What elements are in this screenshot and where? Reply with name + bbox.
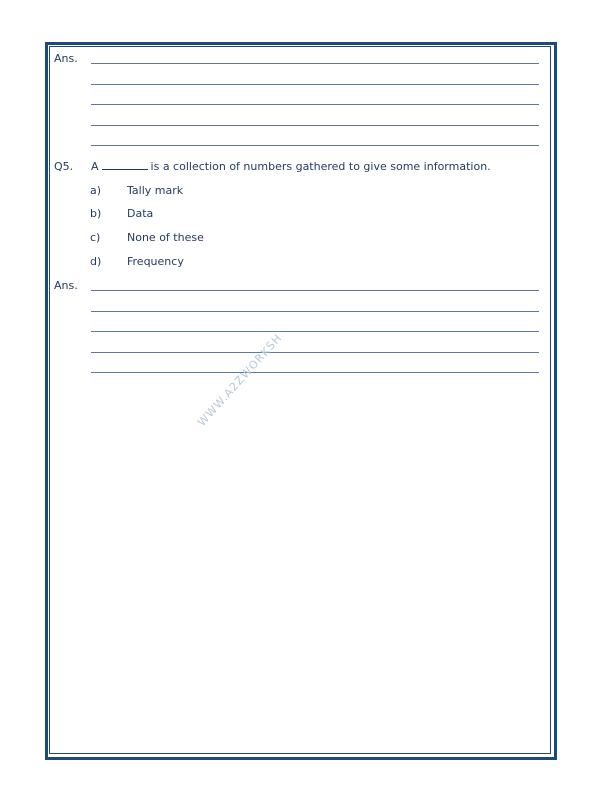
fill-in-blank[interactable] <box>102 160 148 170</box>
option-c-letter: c) <box>90 231 101 244</box>
option-c-text[interactable]: None of these <box>127 231 204 244</box>
answer-label-2: Ans. <box>54 279 78 292</box>
question-prefix: A <box>91 160 99 173</box>
question-suffix: is a collection of numbers gathered to give some information. <box>150 160 491 173</box>
answer-line[interactable] <box>91 84 539 85</box>
page-border-inner <box>49 46 551 754</box>
option-b-letter: b) <box>90 207 102 220</box>
answer-line[interactable] <box>91 311 539 312</box>
option-b-text[interactable]: Data <box>127 207 154 220</box>
watermark: WWW.A2ZWORKSH <box>195 331 285 429</box>
option-a-text[interactable]: Tally mark <box>127 184 184 197</box>
question-text <box>91 160 491 173</box>
answer-line[interactable] <box>91 331 539 332</box>
option-d-text[interactable]: Frequency <box>127 255 184 268</box>
answer-line[interactable] <box>91 372 539 373</box>
answer-line[interactable] <box>91 63 539 64</box>
answer-line[interactable] <box>91 145 539 146</box>
answer-line[interactable] <box>91 352 539 353</box>
answer-label-1: Ans. <box>54 52 78 65</box>
question-number: Q5. <box>54 160 74 173</box>
answer-line[interactable] <box>91 125 539 126</box>
answer-line[interactable] <box>91 290 539 291</box>
option-a-letter: a) <box>90 184 102 197</box>
option-d-letter: d) <box>90 255 102 268</box>
answer-line[interactable] <box>91 104 539 105</box>
